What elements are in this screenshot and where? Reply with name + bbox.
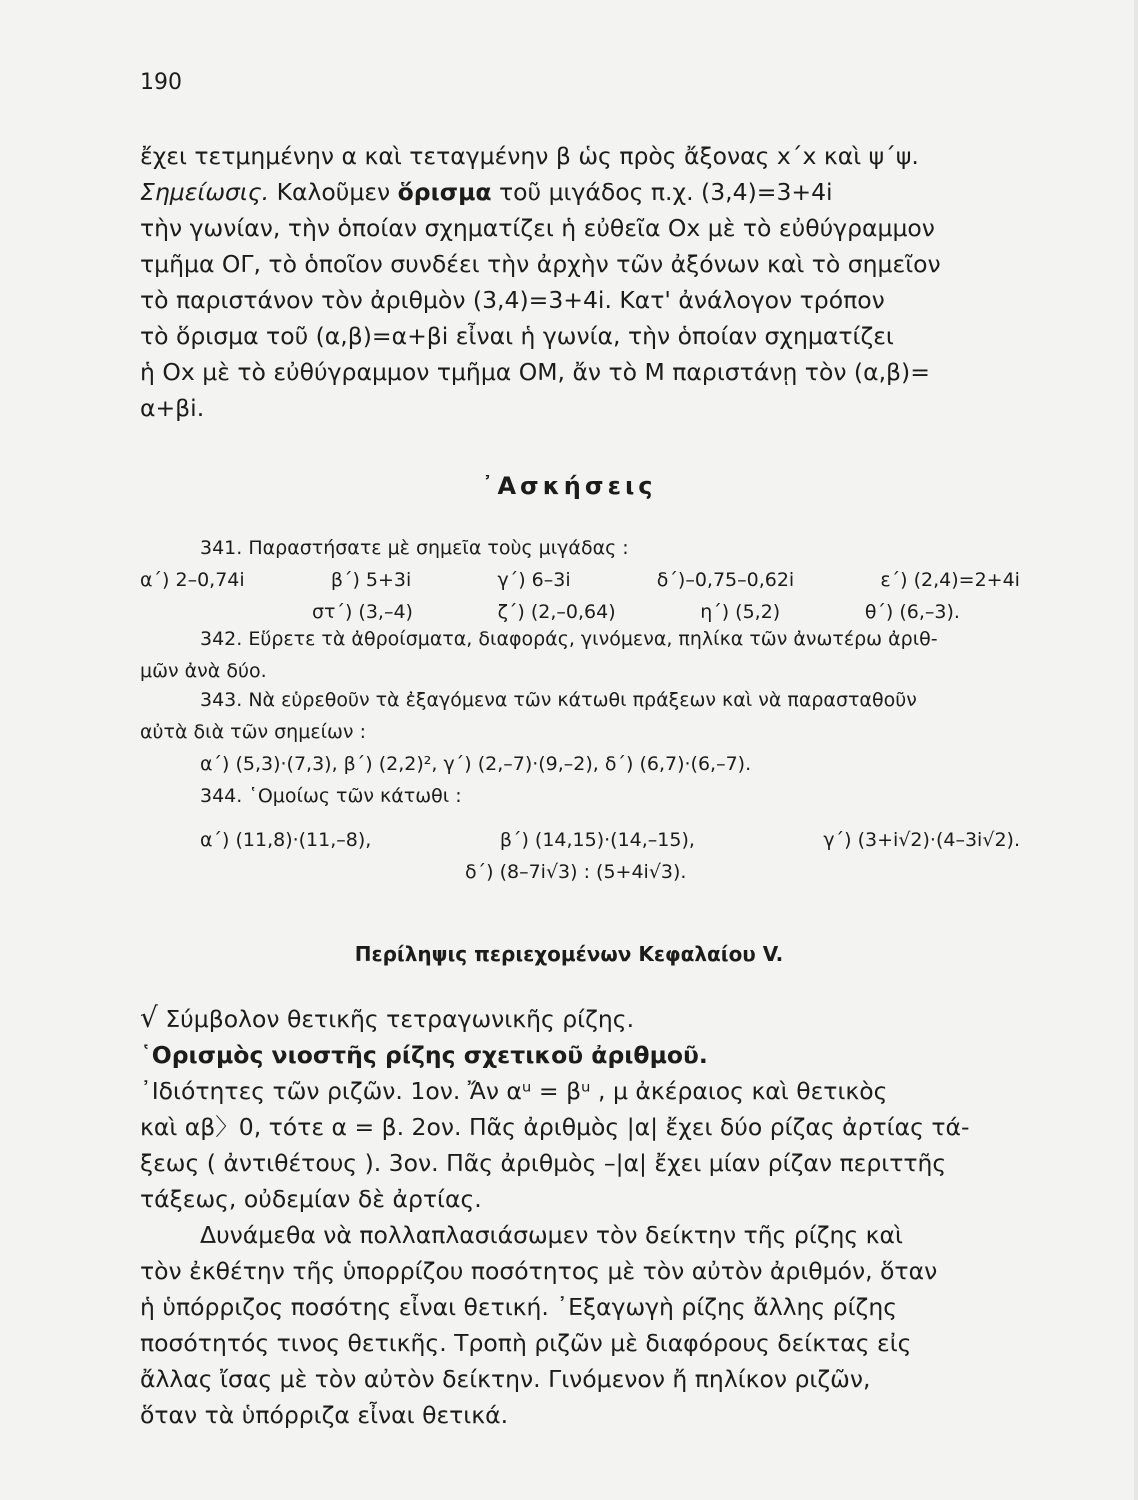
- text-line: τάξεως, οὐδεμίαν δὲ ἀρτίας.: [140, 1185, 482, 1213]
- exercise-344: [140, 780, 1020, 888]
- text-line: τὸ ὅρισμα τοῦ (α,β)=α+βi εἶναι ἡ γωνία, τὴν ὁποίαν σχηματίζει: [140, 322, 894, 350]
- exercise-intro: 344. ῾Ομοίως τῶν κάτωθι :: [200, 785, 462, 807]
- note-line: [140, 174, 1020, 210]
- summary-title: Περίληψις περιεχομένων Κεφαλαίου V.: [354, 942, 784, 966]
- exercise-item: ε΄) (2,4)=2+4i: [880, 569, 1020, 591]
- sqrt-description: Σύμβολον θετικῆς τετραγωνικῆς ρίζης.: [165, 1005, 635, 1033]
- text-line: ἔχει τετμημένην α καὶ τεταγμένην β ὡς πρὸς ἄξονας x΄x καὶ ψ΄ψ.: [140, 142, 919, 170]
- text-line: α+βi.: [140, 394, 205, 422]
- exercises-heading: ᾿Ασκήσεις: [481, 472, 657, 500]
- note-text-mid: Καλοῦμεν: [269, 178, 398, 206]
- text-line: ᾿Ιδιότητες τῶν ριζῶν. 1ον. Ἄν αᵘ = βᵘ , μ ἀκέραιος καὶ θετικὸς: [140, 1077, 888, 1105]
- text-line: 342. Εὕρετε τὰ ἀθροίσματα, διαφοράς, γινόμενα, πηλίκα τῶν ἀνωτέρω ἀριθ-: [200, 628, 938, 650]
- text-line: α΄) (5,3)·(7,3), β΄) (2,2)², γ΄) (2,–7)·(9,–2), δ΄) (6,7)·(6,–7).: [200, 753, 752, 775]
- text-line: 343. Νὰ εὑρεθοῦν τὰ ἐξαγόμενα τῶν κάτωθι πράξεων καὶ νὰ παρασταθοῦν: [200, 689, 917, 711]
- page-number: 190: [140, 70, 182, 95]
- text-line: ποσότητός τινος θετικῆς. Τροπὴ ριζῶν μὲ διαφόρους δείκτας εἰς: [140, 1329, 912, 1357]
- note-term: ὅρισμα: [397, 178, 492, 206]
- exercise-341: [140, 532, 1020, 628]
- definition-line: ῾Ορισμὸς νιοστῆς ρίζης σχετικοῦ ἀριθμοῦ.: [140, 1041, 708, 1069]
- exercise-342: [140, 623, 1020, 687]
- exercise-item: β΄) 5+3i: [330, 569, 412, 591]
- exercise-item: η΄) (5,2): [700, 601, 781, 623]
- exercise-item: γ΄) 6–3i: [497, 569, 571, 591]
- exercise-intro: 341. Παραστήσατε μὲ σημεῖα τοὺς μιγάδας :: [200, 537, 629, 559]
- exercise-item: δ΄)–0,75–0,62i: [656, 569, 795, 591]
- text-line: ἄλλας ἴσας μὲ τὸν αὐτὸν δείκτην. Γινόμενον ἤ πηλίκον ριζῶν,: [140, 1365, 871, 1393]
- text-line: μῶν ἀνὰ δύο.: [140, 660, 267, 682]
- exercise-item: β΄) (14,15)·(14,–15),: [499, 829, 695, 851]
- chapter-summary: [140, 1000, 1020, 1433]
- text-line: Δυνάμεθα νὰ πολλαπλασιάσωμεν τὸν δείκτην τῆς ρίζης καὶ: [200, 1221, 903, 1249]
- text-line: τὴν γωνίαν, τὴν ὁποίαν σχηματίζει ἡ εὐθεῖα Οx μὲ τὸ εὐθύγραμμον: [140, 214, 935, 242]
- sqrt-line: [140, 1000, 1020, 1037]
- exercise-343: [140, 684, 1020, 780]
- exercise-item: δ΄) (8–7i√3) : (5+4i√3).: [465, 861, 687, 883]
- exercise-item: θ΄) (6,–3).: [864, 601, 960, 623]
- exercise-item: γ΄) (3+i√2)·(4–3i√2).: [823, 829, 1020, 851]
- exercise-item: α΄) (11,8)·(11,–8),: [200, 829, 372, 851]
- text-line: καὶ αβ〉0, τότε α = β. 2ον. Πᾶς ἀριθμὸς |α| ἔχει δύο ρίζας ἀρτίας τά-: [140, 1113, 970, 1141]
- text-line: ὅταν τὰ ὑπόρριζα εἶναι θετικά.: [140, 1401, 509, 1429]
- text-line: ἡ ὑπόρριζος ποσότης εἶναι θετική. ᾿Εξαγωγὴ ρίζης ἄλλης ρίζης: [140, 1293, 898, 1321]
- text-line: τμῆμα ΟΓ, τὸ ὁποῖον συνδέει τὴν ἀρχὴν τῶν ἀξόνων καὶ τὸ σημεῖον: [140, 250, 941, 278]
- complex-argument-paragraph: [140, 138, 1020, 426]
- text-line: τὸ παριστάνον τὸν ἀριθμὸν (3,4)=3+4i. Κατ' ἀνάλογον τρόπον: [140, 286, 885, 314]
- exercise-items-row: [140, 824, 1020, 856]
- exercise-item: α΄) 2–0,74i: [140, 569, 245, 591]
- page-edge-shadow: [1134, 0, 1138, 1500]
- text-line: ἡ Οx μὲ τὸ εὐθύγραμμον τμῆμα ΟΜ, ἄν τὸ Μ παριστάνῃ τὸν (α,β)=: [140, 358, 930, 386]
- exercise-items-row: [140, 564, 1020, 596]
- text-line: αὐτὰ διὰ τῶν σημείων :: [140, 721, 366, 743]
- note-text-rest: τοῦ μιγάδος π.χ. (3,4)=3+4i: [491, 178, 833, 206]
- text-line: τὸν ἐκθέτην τῆς ὑπορρίζου ποσότητος μὲ τὸν αὐτὸν ἀριθμόν, ὅταν: [140, 1257, 938, 1285]
- exercise-item: στ΄) (3,–4): [312, 601, 413, 623]
- exercise-item: ζ΄) (2,–0,64): [497, 601, 616, 623]
- sqrt-symbol: √: [140, 1001, 158, 1034]
- note-label: Σημείωσις.: [140, 178, 270, 206]
- text-line: ξεως ( ἀντιθέτους ). 3ον. Πᾶς ἀριθμὸς –|α| ἔχει μίαν ρίζαν περιττῆς: [140, 1149, 947, 1177]
